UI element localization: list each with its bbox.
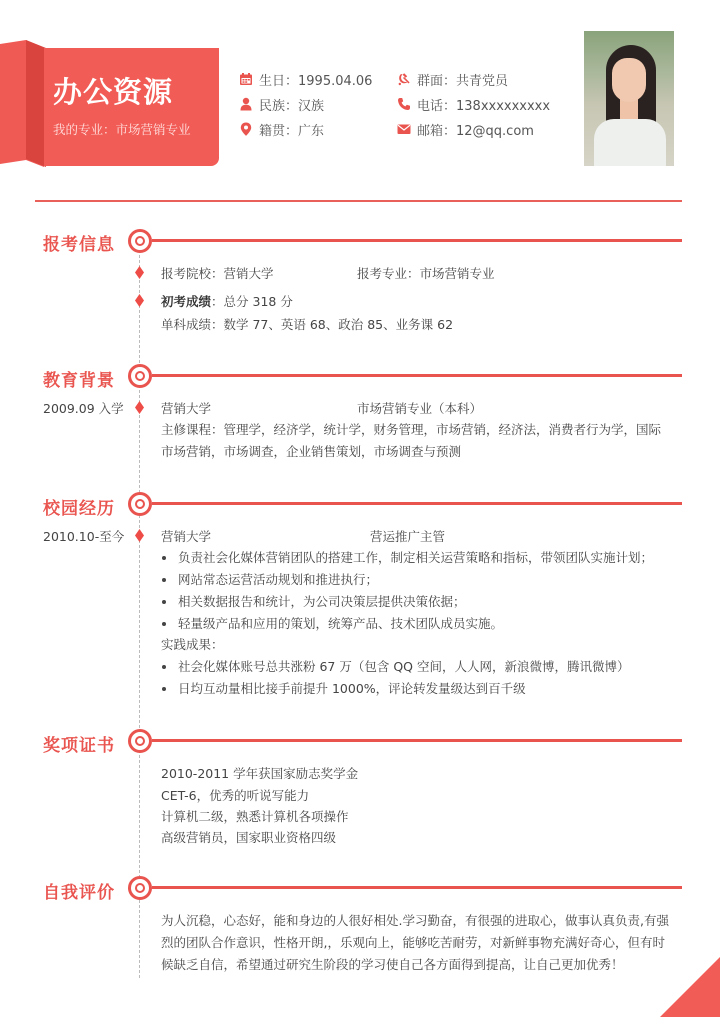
campus-duty: 轻量级产品和应用的策划，统筹产品、技术团队成员实施。	[178, 616, 504, 631]
campus-date: 2010.10-至今	[43, 529, 125, 544]
timeline-line	[139, 250, 140, 978]
section-rule	[152, 739, 682, 742]
section-title-exam: 报考信息	[43, 235, 115, 255]
education-date: 2009.09 入学	[43, 401, 124, 416]
email-text: 邮箱：12@qq.com	[417, 123, 534, 139]
diamond-marker-icon	[135, 529, 144, 542]
bullet-icon	[162, 556, 166, 560]
target-icon	[128, 729, 152, 753]
diamond-marker-icon	[135, 266, 144, 279]
target-icon	[128, 364, 152, 388]
education-school: 营销大学	[161, 401, 212, 416]
political-text: 群面：共青党员	[417, 73, 509, 89]
person-icon	[239, 97, 253, 111]
award-item: 2010-2011 学年获国家励志奖学金	[161, 766, 359, 781]
header-divider	[35, 200, 682, 202]
target-icon	[128, 876, 152, 900]
hometown-text: 籍贯：广东	[259, 123, 325, 139]
campus-duty: 相关数据报告和统计，为公司决策层提供决策依据；	[178, 594, 466, 609]
section-rule	[152, 239, 682, 242]
section-title-awards: 奖项证书	[43, 736, 115, 756]
diamond-marker-icon	[135, 294, 144, 307]
campus-role: 营运推广主管	[370, 529, 446, 544]
section-rule	[152, 886, 682, 889]
candidate-name: 办公资源	[53, 75, 174, 109]
profile-photo	[584, 31, 674, 166]
exam-school: 报考院校：营销大学	[161, 266, 274, 281]
self-eval-line: 为人沉稳，心态好，能和身边的人很好相处.学习勤奋，有很强的进取心，做事认真负责,有强	[161, 913, 669, 928]
exam-score	[161, 292, 293, 310]
phone-text: 电话：138xxxxxxxxx	[417, 98, 551, 114]
location-pin-icon	[239, 122, 253, 136]
party-emblem-icon	[397, 72, 411, 86]
candidate-major: 我的专业：市场营销专业	[53, 122, 191, 137]
info-birthday	[239, 69, 372, 89]
award-item: 高级营销员，国家职业资格四级	[161, 830, 337, 845]
mail-icon	[397, 122, 411, 136]
bullet-icon	[162, 600, 166, 604]
campus-result: 日均互动量相比接手前提升 1000%，评论转发量级达到百千级	[178, 681, 526, 696]
info-political	[397, 69, 508, 89]
campus-results-label: 实践成果：	[161, 637, 224, 652]
award-item: 计算机二级，熟悉计算机各项操作	[161, 809, 349, 824]
calendar-icon	[239, 72, 253, 86]
diamond-marker-icon	[135, 401, 144, 414]
phone-icon	[397, 97, 411, 111]
section-title-campus: 校园经历	[43, 499, 115, 519]
exam-score-value: ：总分 318 分	[211, 294, 293, 309]
section-title-self: 自我评价	[43, 883, 115, 903]
bullet-icon	[162, 622, 166, 626]
bullet-icon	[162, 665, 166, 669]
campus-duty: 负责社会化媒体营销团队的搭建工作，制定相关运营策略和指标，带领团队实施计划；	[178, 550, 654, 565]
ethnicity-text: 民族：汉族	[259, 98, 325, 114]
exam-subjects: 单科成绩：数学 77、英语 68、政治 85、业务课 62	[161, 317, 454, 332]
target-icon	[128, 492, 152, 516]
info-phone	[397, 94, 550, 114]
campus-duty: 网站常态运营活动规划和推进执行；	[178, 572, 379, 587]
education-courses-line2: 市场营销，市场调查，企业销售策划，市场调查与预测	[161, 444, 462, 459]
bullet-icon	[162, 687, 166, 691]
award-item: CET-6，优秀的听说写能力	[161, 788, 310, 803]
target-icon	[128, 229, 152, 253]
info-hometown	[239, 119, 324, 139]
campus-result: 社会化媒体账号总共涨粉 67 万（包含 QQ 空间，人人网，新浪微博，腾讯微博）	[178, 659, 630, 674]
campus-org: 营销大学	[161, 529, 212, 544]
banner-fold-shadow	[26, 40, 46, 167]
birthday-text: 生日：1995.04.06	[259, 73, 373, 89]
education-courses-line1: 主修课程：管理学，经济学，统计学，财务管理，市场营销，经济法，消费者行为学，国际	[161, 422, 662, 437]
self-eval-line: 烈的团队合作意识，性格开朗,，乐观向上，能够吃苦耐劳，对新鲜事物充满好奇心，但有时	[161, 935, 665, 950]
exam-score-label: 初考成绩	[161, 294, 212, 309]
self-eval-line: 候缺乏自信，希望通过研究生阶段的学习使自己各方面得到提高，让自己更加优秀！	[161, 957, 624, 972]
exam-major: 报考专业：市场营销专业	[357, 266, 495, 281]
section-title-education: 教育背景	[43, 371, 115, 391]
education-major: 市场营销专业（本科）	[357, 401, 483, 416]
section-rule	[152, 374, 682, 377]
corner-decoration	[660, 957, 720, 1017]
section-rule	[152, 502, 682, 505]
info-email	[397, 119, 534, 139]
info-ethnicity	[239, 94, 324, 114]
bullet-icon	[162, 578, 166, 582]
name-banner	[44, 48, 219, 166]
